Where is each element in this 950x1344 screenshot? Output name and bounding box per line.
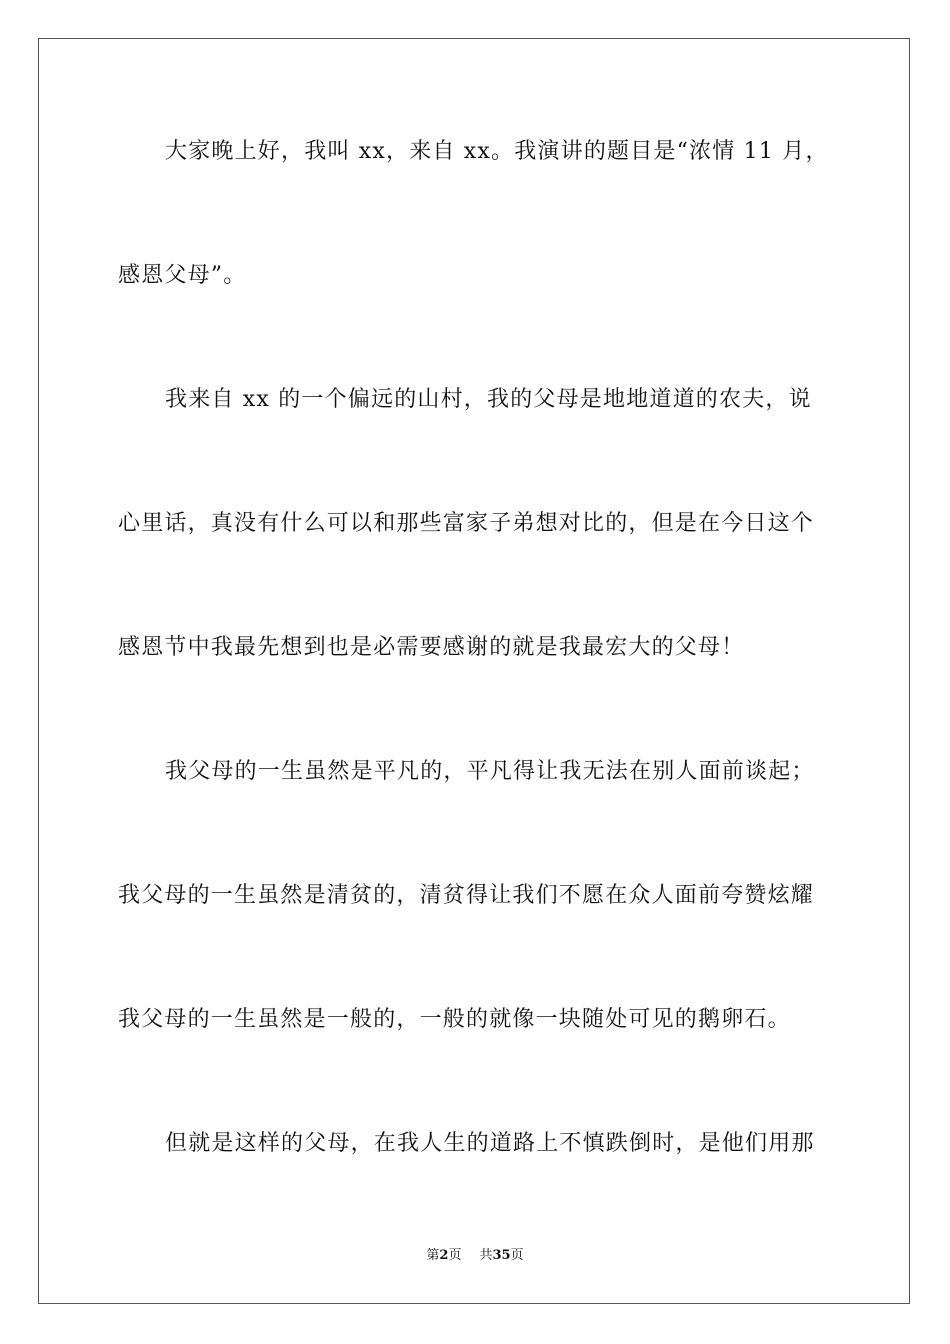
paragraph-1-line-1: 大家晚上好，我叫 xx，来自 xx。我演讲的题目是“浓情 11 月， bbox=[165, 139, 829, 164]
footer-total-pages: 35 bbox=[492, 1248, 511, 1263]
paragraph-4-line-1: 但就是这样的父母，在我人生的道路上不慎跌倒时，是他们用那 bbox=[165, 1131, 815, 1156]
paragraph-3-line-3: 我父母的一生虽然是一般的，一般的就像一块随处可见的鹅卵石。 bbox=[118, 1007, 791, 1032]
footer-total-prefix: 共 bbox=[479, 1248, 493, 1263]
paragraph-2-line-1: 我来自 xx 的一个偏远的山村，我的父母是地地道道的农夫，说 bbox=[165, 387, 812, 412]
footer-total-suffix: 页 bbox=[510, 1248, 524, 1263]
page-footer bbox=[0, 1247, 950, 1265]
paragraph-2-line-2: 心里话，真没有什么可以和那些富家子弟想对比的，但是在今日这个 bbox=[118, 511, 815, 536]
paragraph-2-line-3: 感恩节中我最先想到也是必需要感谢的就是我最宏大的父母！ bbox=[118, 635, 745, 660]
paragraph-3-line-2: 我父母的一生虽然是清贫的，清贫得让我们不愿在众人面前夸赞炫耀 bbox=[118, 883, 815, 908]
page-border bbox=[38, 38, 910, 1304]
footer-page-number: 2 bbox=[439, 1248, 449, 1263]
footer-page-suffix: 页 bbox=[448, 1248, 462, 1263]
footer-page-prefix: 第 bbox=[426, 1248, 440, 1263]
paragraph-1-line-2: 感恩父母”。 bbox=[118, 263, 247, 288]
paragraph-3-line-1: 我父母的一生虽然是平凡的，平凡得让我无法在别人面前谈起； bbox=[165, 759, 815, 784]
